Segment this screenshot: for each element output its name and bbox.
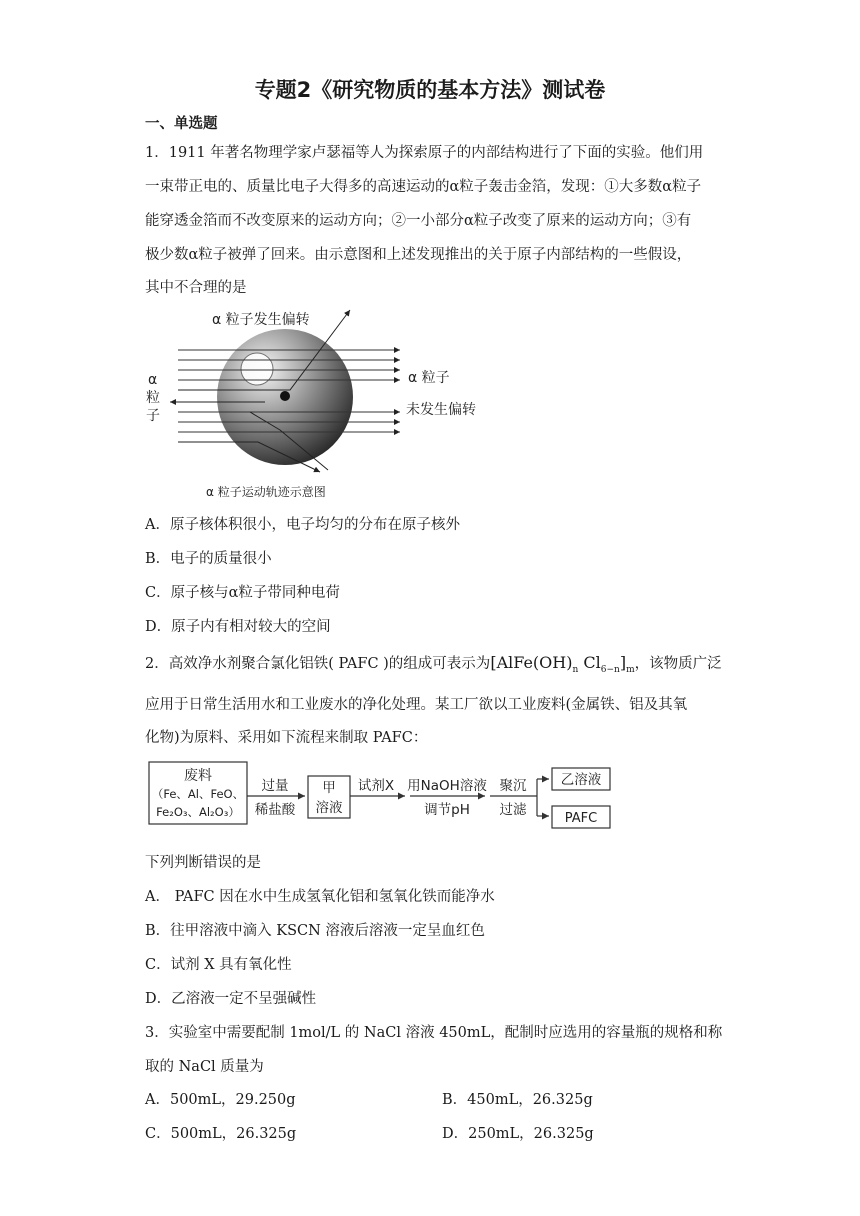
arrow4-bottom: 过滤 — [499, 802, 527, 818]
section-heading: 一、单选题 — [145, 116, 218, 132]
box3-label: 乙溶液 — [560, 772, 602, 788]
box2-line1: 甲 — [322, 780, 336, 796]
q3-line-1: 3．实验室中需要配制 1mol/L 的 NaCl 溶液 450mL，配制时应选用的容量瓶的规格和称 — [145, 1025, 723, 1041]
label-left-3: 子 — [146, 408, 160, 424]
label-deflect: α 粒子发生偏转 — [212, 312, 310, 328]
q1-option-c: C．原子核与α粒子带同种电荷 — [145, 585, 340, 601]
box1-line1: 废料 — [184, 768, 212, 784]
q1-option-d: D．原子内有相对较大的空间 — [145, 619, 331, 635]
box2-line2: 溶液 — [315, 800, 343, 816]
formula-cl: Cl — [578, 653, 601, 672]
q1-line-1: 1．1911 年著名物理学家卢瑟福等人为探索原子的内部结构进行了下面的实验。他们用 — [145, 145, 704, 161]
formula-sub-n: n — [572, 665, 579, 676]
arrow3-top: 用NaOH溶液 — [407, 778, 487, 794]
label-left-2: 粒 — [146, 390, 160, 406]
label-right-2: 未发生偏转 — [406, 402, 476, 418]
q2-line-3: 化物)为原料、采用如下流程来制取 PAFC： — [145, 730, 428, 746]
pafc-formula: [$AlFe(OH)_n$ $Cl_{6-n}]_m$ — [490, 653, 635, 676]
q2-option-a: A． PAFC 因在水中生成氢氧化铝和氢氧化铁而能净水 — [145, 889, 495, 905]
q3-option-d: D．250mL，26.325g — [442, 1126, 594, 1142]
nucleus-dot — [280, 391, 290, 401]
q1-line-4: 极少数α粒子被弹了回来。由示意图和上述发现推出的关于原子内部结构的一些假设， — [145, 247, 692, 263]
q1-line-2: 一束带正电的、质量比电子大得多的高速运动的α粒子轰击金箔，发现：①大多数α粒子 — [145, 179, 702, 195]
formula-sub-6n: 6−n — [600, 665, 620, 676]
box4-label: PAFC — [564, 811, 598, 826]
q2-option-c: C．试剂 X 具有氧化性 — [145, 957, 292, 973]
label-left-1: α — [148, 372, 158, 388]
q2-option-d: D．乙溶液一定不呈强碱性 — [145, 991, 317, 1007]
q1-line-5: 其中不合理的是 — [145, 280, 247, 296]
arrow1-bottom: 稀盐酸 — [254, 802, 296, 818]
q3-option-c: C．500mL，26.325g — [145, 1126, 297, 1142]
q3-line-2: 取的 NaCl 质量为 — [145, 1059, 264, 1075]
q2-option-b: B．往甲溶液中滴入 KSCN 溶液后溶液一定呈血红色 — [145, 923, 485, 939]
pafc-flow-diagram — [145, 758, 615, 830]
q3-option-b: B．450mL，26.325g — [442, 1092, 593, 1108]
q1-option-a: A．原子核体积很小，电子均匀的分布在原子核外 — [145, 517, 460, 533]
q2-line-1 — [145, 652, 722, 675]
arrow2-top: 试剂X — [357, 778, 395, 794]
arrow4-top: 聚沉 — [499, 778, 527, 794]
label-right-1: α 粒子 — [408, 370, 450, 386]
alpha-scattering-figure — [140, 302, 500, 502]
q2-line-1-before: 2．高效净水剂聚合氯化铝铁( PAFC )的组成可表示为 — [145, 656, 491, 672]
figure-caption: α 粒子运动轨迹示意图 — [206, 485, 326, 499]
formula-sub-m: m — [626, 665, 635, 676]
box1-line3: Fe₂O₃、Al₂O₃） — [156, 805, 240, 819]
q1-option-b: B．电子的质量很小 — [145, 551, 272, 567]
formula-main: AlFe(OH) — [496, 653, 573, 672]
q2-line-2: 应用于日常生活用水和工业废水的净化处理。某工厂欲以工业废料(金属铁、铝及其氧 — [145, 697, 688, 713]
q1-line-3: 能穿透金箔而不改变原来的运动方向；②一小部分α粒子改变了原来的运动方向；③有 — [145, 213, 692, 229]
arrow1-top: 过量 — [261, 778, 289, 794]
q2-line-1-after: ，该物质广泛 — [634, 656, 722, 672]
q3-option-a: A．500mL，29.250g — [145, 1092, 296, 1108]
page-title: 专题2《研究物质的基本方法》测试卷 — [254, 78, 606, 102]
q2-prompt: 下列判断错误的是 — [145, 855, 261, 871]
arrow3-bottom: 调节pH — [424, 802, 470, 818]
box1-line2: （Fe、Al、FeO、 — [151, 787, 245, 801]
